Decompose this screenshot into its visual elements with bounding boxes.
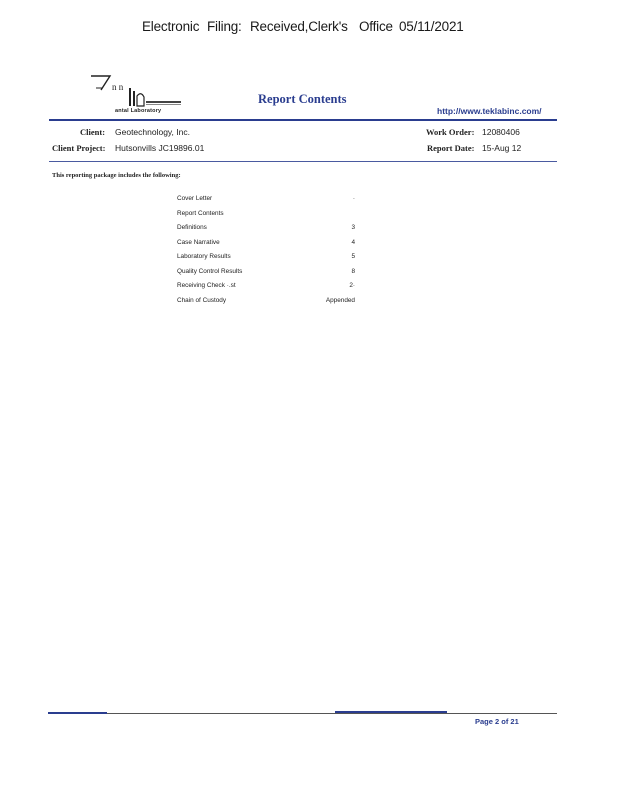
contents-item-name: Receiving Check ·.st <box>177 282 236 289</box>
list-item <box>177 195 355 210</box>
list-item <box>177 282 355 297</box>
page-number: Page 2 of 21 <box>475 717 519 726</box>
client-project-value: Hutsonvills JC19896.01 <box>115 143 205 153</box>
stamp-word-filing: Filing: <box>207 19 242 34</box>
contents-item-page: Appended <box>325 296 355 304</box>
stamp-word-electronic: Electronic <box>142 19 200 34</box>
contents-item-name: Definitions <box>177 224 207 231</box>
client-value: Geotechnology, Inc. <box>115 127 190 137</box>
list-item <box>177 268 355 283</box>
info-rule <box>49 161 557 162</box>
list-item <box>177 253 355 268</box>
contents-intro: This reporting package includes the following: <box>52 172 181 179</box>
logo-caption: antal Laboratory <box>115 108 162 114</box>
client-label: Client: <box>80 127 106 137</box>
footer-rule-accent-mid <box>335 711 447 713</box>
work-order-label: Work Order: <box>426 127 475 137</box>
stamp-word-office: Office <box>359 19 393 34</box>
footer-rule-accent <box>48 712 107 714</box>
contents-item-name: Chain of Custody <box>177 296 227 304</box>
contents-item-page: 5 <box>351 253 355 260</box>
contents-item-page: 3 <box>351 224 355 231</box>
contents-item-name: Quality Control Results <box>177 267 243 275</box>
stamp-word-received: Received,Clerk's <box>250 19 348 34</box>
contents-list <box>177 195 355 311</box>
contents-item-name: Cover Letter <box>177 195 213 202</box>
contents-item-name: Report Contents <box>177 209 224 217</box>
report-date-label: Report Date: <box>427 143 475 153</box>
list-item <box>177 239 355 254</box>
report-title: Report Contents <box>258 92 347 106</box>
contents-item-name: Laboratory Results <box>177 253 231 260</box>
contents-item-name: Case Narrative <box>177 238 220 246</box>
list-item <box>177 224 355 239</box>
report-date-value: 15-Aug 12 <box>482 143 522 153</box>
header-rule <box>49 119 557 121</box>
contents-item-page: · <box>352 195 355 202</box>
client-project-label: Client Project: <box>52 143 106 153</box>
svg-text:n n: n n <box>112 82 124 92</box>
work-order-value: 12080406 <box>482 127 520 137</box>
list-item <box>177 210 355 225</box>
contents-item-page: 4 <box>351 238 355 246</box>
contents-item-page: 2· <box>349 282 355 289</box>
list-item <box>177 297 355 312</box>
footer-rule <box>107 713 557 714</box>
website-url[interactable]: http://www.teklabinc.com/ <box>437 106 542 116</box>
contents-item-page: 8 <box>351 267 355 275</box>
stamp-date: 05/11/2021 <box>399 19 464 34</box>
